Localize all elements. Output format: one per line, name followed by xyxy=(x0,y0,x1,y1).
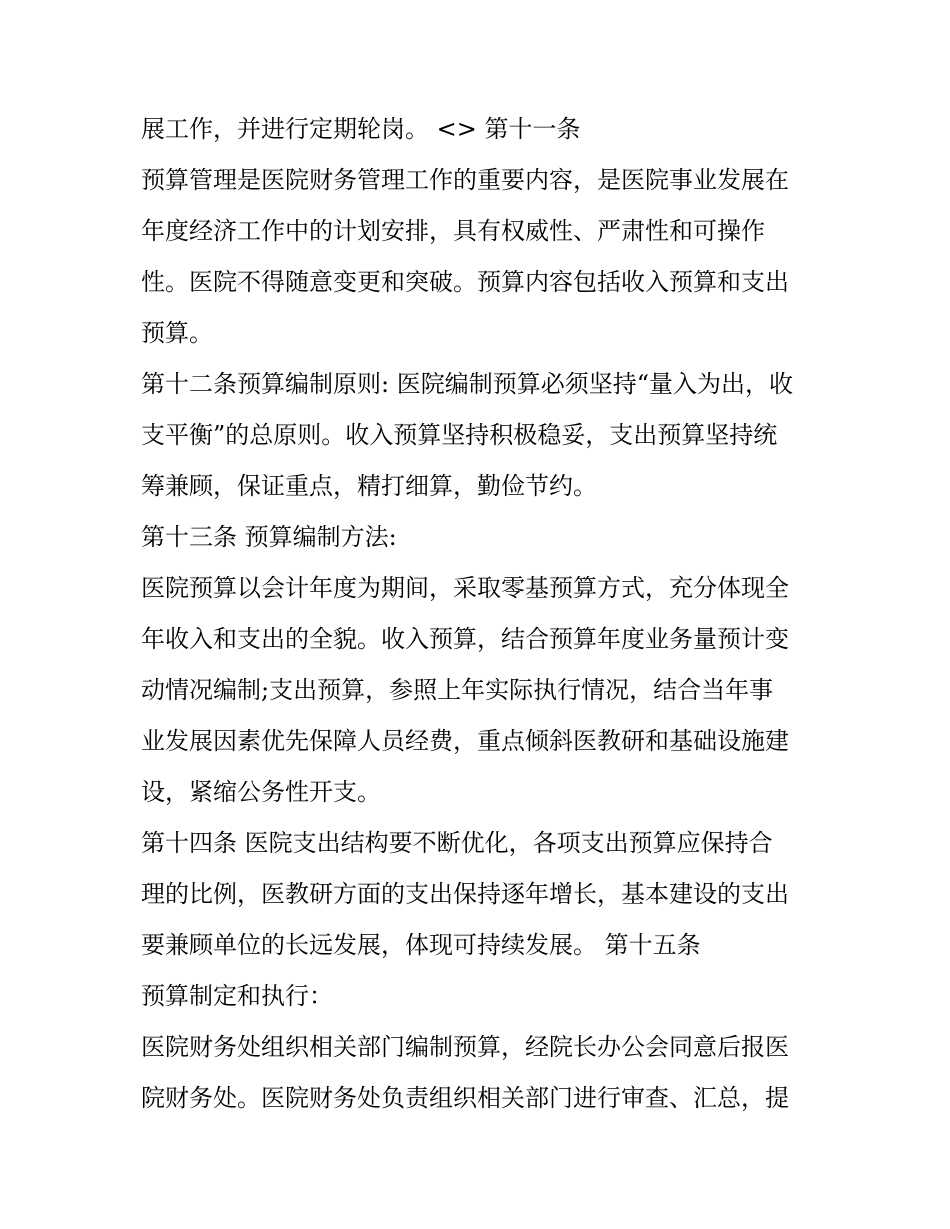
text-line: 第十二条预算编制原则: 医院编制预算必须坚持“量入为出，收 xyxy=(141,370,793,398)
text-line: 筹兼顾，保证重点，精打细算，勤俭节约。 xyxy=(141,472,597,500)
text-line: 医院财务处组织相关部门编制预算，经院长办公会同意后报医 xyxy=(141,1033,789,1061)
text-line: 院财务处。医院财务处负责组织相关部门进行审查、汇总，提 xyxy=(141,1084,789,1112)
text-line: 医院预算以会计年度为期间，采取零基预算方式，充分体现全 xyxy=(141,574,789,602)
text-line: 性。医院不得随意变更和突破。预算内容包括收入预算和支出 xyxy=(141,268,789,296)
text-line: 展工作，并进行定期轮岗。 <> 第十一条 xyxy=(141,115,581,143)
text-line: 要兼顾单位的长远发展，体现可持续发展。 第十五条 xyxy=(141,931,701,959)
text-line: 理的比例，医教研方面的支出保持逐年增长，基本建设的支出 xyxy=(141,880,789,908)
text-line: 设，紧缩公务性开支。 xyxy=(141,778,381,806)
text-line: 预算。 xyxy=(141,319,213,347)
text-line: 动情况编制;支出预算，参照上年实际执行情况，结合当年事 xyxy=(141,676,774,704)
text-line: 年度经济工作中的计划安排，具有权威性、严肃性和可操作 xyxy=(141,217,765,245)
text-line: 业发展因素优先保障人员经费，重点倾斜医教研和基础设施建 xyxy=(141,727,789,755)
text-line: 预算管理是医院财务管理工作的重要内容，是医院事业发展在 xyxy=(141,166,789,194)
document-body xyxy=(141,109,821,1129)
text-line: 第十四条 医院支出结构要不断优化，各项支出预算应保持合 xyxy=(141,829,773,857)
text-line: 年收入和支出的全貌。收入预算，结合预算年度业务量预计变 xyxy=(141,625,789,653)
text-line: 预算制定和执行： xyxy=(141,982,333,1010)
text-line: 支平衡”的总原则。收入预算坚持积极稳妥，支出预算坚持统 xyxy=(141,421,778,449)
text-line: 第十三条 预算编制方法: xyxy=(141,523,397,551)
